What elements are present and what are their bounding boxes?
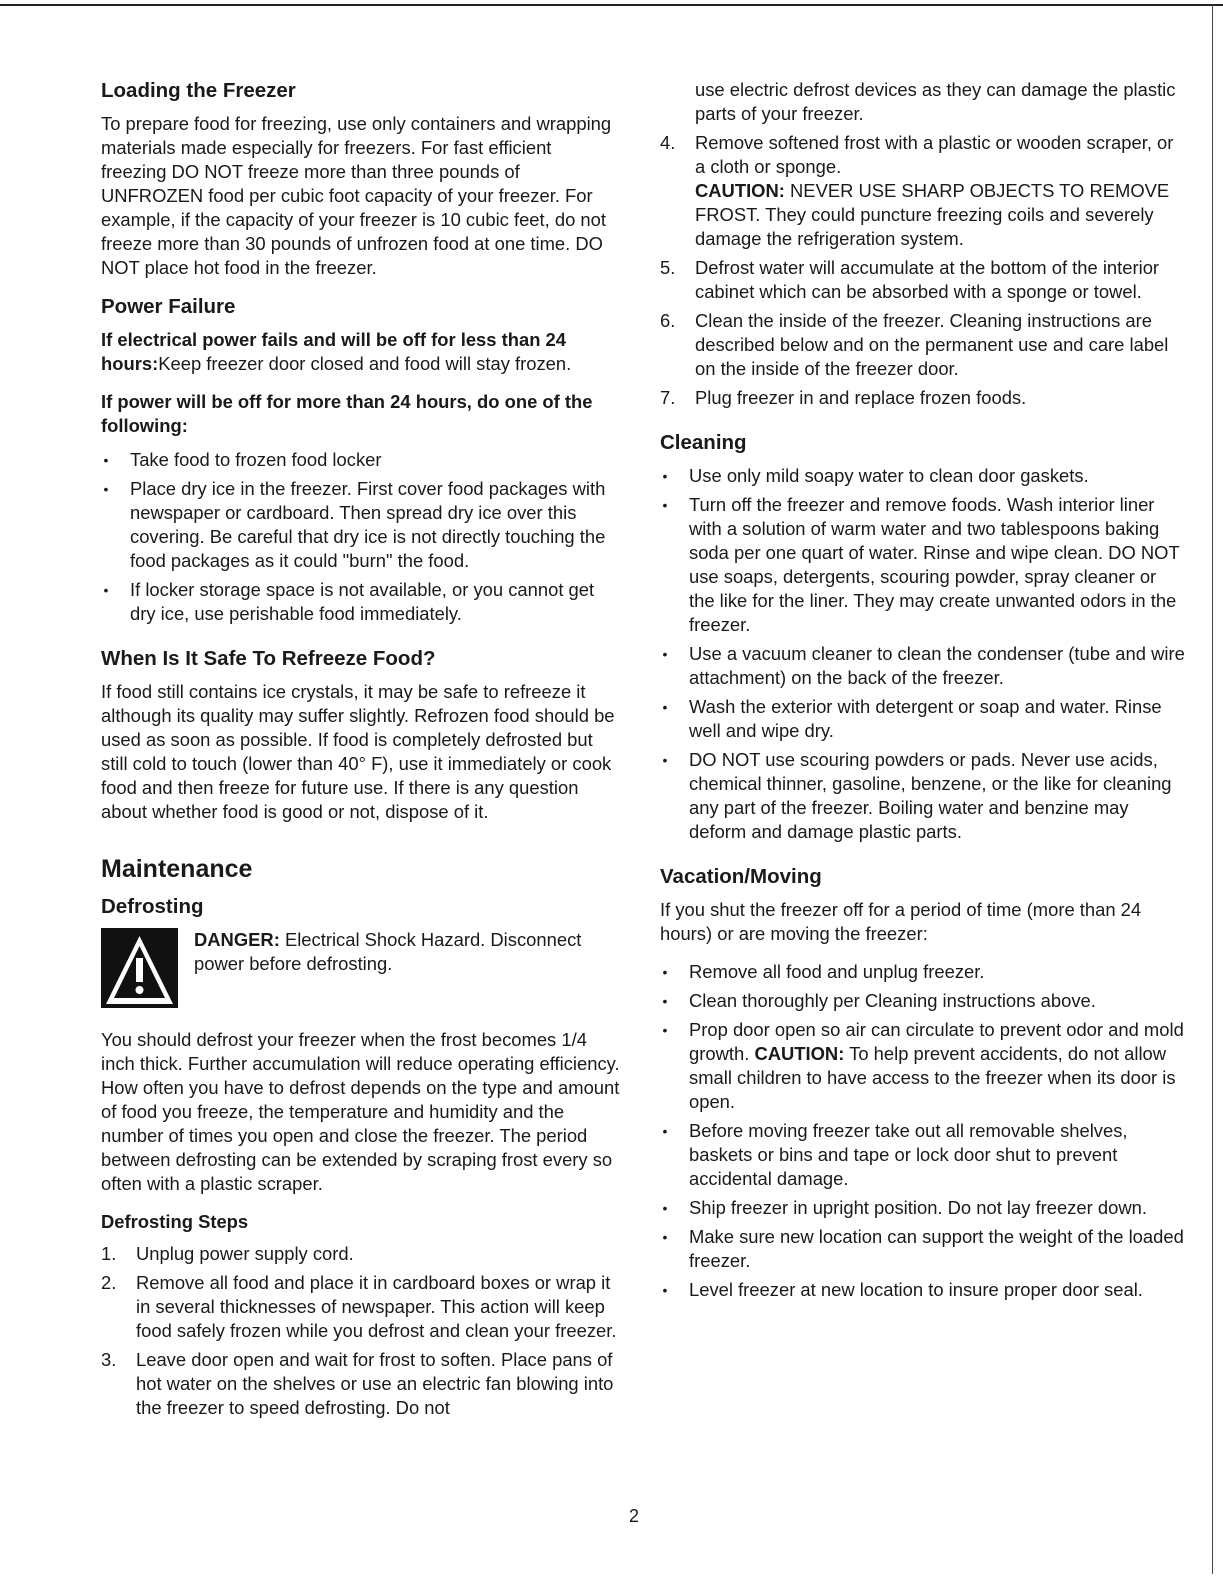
bullet-icon: • xyxy=(662,1123,668,1139)
defrost-step-list-continued xyxy=(660,78,1185,410)
cleaning-heading: Cleaning xyxy=(660,431,747,454)
defrost-text: You should defrost your freezer when the frost becomes 1/4 inch thick. Further accumulation will reduce operating efficiency. How often you have to defrost depends on the type and amount of food you freeze, the temperature and humidity and the number of times you open and close the freezer. The period between defrosting can be extended by scraping frost every so often with a plastic scraper. xyxy=(101,1029,620,1194)
list-item: • Use a vacuum cleaner to clean the condenser (tube and wire attachment) on the back of the freezer. xyxy=(660,642,1185,690)
bullet-icon: • xyxy=(103,481,109,497)
list-item: • Remove all food and unplug freezer. xyxy=(660,960,1185,984)
caution-label: CAUTION: xyxy=(695,180,785,201)
top-border-line xyxy=(0,4,1223,6)
caution-text: NEVER USE SHARP OBJECTS TO REMOVE FROST. They could puncture freezing coils and severely damage the refrigeration system. xyxy=(695,180,1170,249)
power-failure-short xyxy=(101,328,621,376)
bullet-icon: • xyxy=(662,993,668,1009)
list-item: 4. Remove softened frost with a plastic or wooden scraper, or a cloth or sponge. CAUTION: NEVER USE SHARP OBJECTS TO REMOVE FROST. They could puncture freezing coils and severely damage the refrigeration system. xyxy=(660,132,1174,249)
bullet-icon: • xyxy=(662,964,668,980)
list-item: • Use only mild soapy water to clean door gaskets. xyxy=(660,464,1185,488)
bullet-icon: • xyxy=(662,1200,668,1216)
defrost-step-list xyxy=(101,1242,621,1420)
list-item: • Wash the exterior with detergent or soap and water. Rinse well and wipe dry. xyxy=(660,695,1185,743)
bullet-icon: • xyxy=(662,699,668,715)
list-item: • Make sure new location can support the weight of the loaded freezer. xyxy=(660,1225,1185,1273)
refreeze-heading: When Is It Safe To Refreeze Food? xyxy=(101,647,436,670)
list-item: • Level freezer at new location to insure proper door seal. xyxy=(660,1278,1185,1302)
warning-icon xyxy=(101,928,178,1008)
refreeze-text: If food still contains ice crystals, it may be safe to refreeze it although its quality may suffer slightly. Refrozen food should be used as soon as possible. If food is completely defrosted but still cold to touch (lower than 40° F), use it immediately or cook food and then freeze for future use. If there is any question about whether food is good or not, dispose of it. xyxy=(101,681,615,822)
bullet-icon: • xyxy=(662,646,668,662)
bullet-icon: • xyxy=(103,582,109,598)
danger-text-block xyxy=(194,928,621,976)
bullet-icon: • xyxy=(662,1229,668,1245)
list-item: • If locker storage space is not available, or you cannot get dry ice, use perishable food immediately. xyxy=(101,578,621,626)
bullet-icon: • xyxy=(103,452,109,468)
list-item: • Place dry ice in the freezer. First cover food packages with newspaper or cardboard. Then spread dry ice over this covering. Be careful that dry ice is not directly touching the food packages as it could "burn" the food. xyxy=(101,477,621,573)
cleaning-bullet-list xyxy=(660,464,1185,844)
defrosting-heading: Defrosting xyxy=(101,895,204,918)
list-item: use electric defrost devices as they can damage the plastic parts of your freezer. xyxy=(695,79,1176,124)
caution-label: CAUTION: xyxy=(754,1043,845,1064)
bullet-icon: • xyxy=(662,1282,668,1298)
list-item: • Take food to frozen food locker xyxy=(101,448,621,472)
right-border-line xyxy=(1212,4,1213,1574)
list-item: 3. Leave door open and wait for frost to soften. Place pans of hot water on the shelves or use an electric fan blowing into the freezer to speed defrosting. Do not xyxy=(101,1349,614,1418)
bullet-icon: • xyxy=(662,497,668,513)
danger-label: DANGER: xyxy=(194,929,280,950)
defrosting-steps-heading: Defrosting Steps xyxy=(101,1211,249,1232)
list-item: • Prop door open so air can circulate to prevent odor and mold growth. CAUTION: To help prevent accidents, do not allow small children to have access to the freezer when its door is open. xyxy=(660,1018,1185,1114)
vacation-text: If you shut the freezer off for a period of time (more than 24 hours) or are moving the freezer: xyxy=(660,899,1142,944)
loading-heading: Loading the Freezer xyxy=(101,79,296,102)
list-item: • Turn off the freezer and remove foods. Wash interior liner with a solution of warm water and two tablespoons baking soda per one quart of water. Rinse and wipe clean. DO NOT use soaps, detergents, scouring powder, spray cleaner or the like for the liner. They may create unwanted odors in the freezer. xyxy=(660,493,1185,637)
list-item: • DO NOT use scouring powders or pads. Never use acids, chemical thinner, gasoline, benzene, or the like for cleaning any part of the freezer. Boiling water and benzine may deform and damage plastic parts. xyxy=(660,748,1185,844)
power-bullet-list xyxy=(101,448,621,626)
danger-text: Electrical Shock Hazard. Disconnect power before defrosting. xyxy=(194,929,582,974)
list-item: • Clean thoroughly per Cleaning instructions above. xyxy=(660,989,1185,1013)
list-item: • Ship freezer in upright position. Do not lay freezer down. xyxy=(660,1196,1185,1220)
bullet-icon: • xyxy=(662,752,668,768)
vacation-heading: Vacation/Moving xyxy=(660,865,822,888)
power-text-1: Keep freezer door closed and food will stay frozen. xyxy=(158,353,572,374)
power-lead-1: If electrical power fails and will be off for less than 24 hours: xyxy=(101,329,567,374)
loading-text: To prepare food for freezing, use only containers and wrapping materials made especially for freezers. For fast efficient freezing DO NOT freeze more than three pounds of UNFROZEN food per cubic foot capacity of your freezer. For example, if the capacity of your freezer is 10 cubic feet, do not freeze more than 30 pounds of unfrozen food at one time. DO NOT place hot food in the freezer. xyxy=(101,113,612,278)
list-item: 6. Clean the inside of the freezer. Cleaning instructions are described below and on the permanent use and care label on the inside of the freezer door. xyxy=(660,310,1169,379)
list-item: 2. Remove all food and place it in cardboard boxes or wrap it in several thicknesses of newspaper. This action will keep food safely frozen while you defrost and clean your freezer. xyxy=(101,1272,617,1341)
left-column xyxy=(101,78,621,1434)
maintenance-heading: Maintenance xyxy=(101,855,253,883)
danger-notice xyxy=(101,928,621,1014)
right-column xyxy=(660,78,1185,1316)
power-failure-heading: Power Failure xyxy=(101,295,236,318)
list-item: 5. Defrost water will accumulate at the bottom of the interior cabinet which can be absorbed with a sponge or towel. xyxy=(660,257,1160,302)
list-item: • Before moving freezer take out all removable shelves, baskets or bins and tape or lock door shut to prevent accidental damage. xyxy=(660,1119,1185,1191)
power-lead-2: If power will be off for more than 24 hours, do one of the following: xyxy=(101,391,593,436)
list-item: 7. Plug freezer in and replace frozen foods. xyxy=(660,387,1027,408)
bullet-icon: • xyxy=(662,468,668,484)
vacation-bullet-list xyxy=(660,960,1185,1302)
page-number: 2 xyxy=(629,1506,640,1526)
bullet-icon: • xyxy=(662,1022,668,1038)
list-item: 1. Unplug power supply cord. xyxy=(101,1243,354,1264)
